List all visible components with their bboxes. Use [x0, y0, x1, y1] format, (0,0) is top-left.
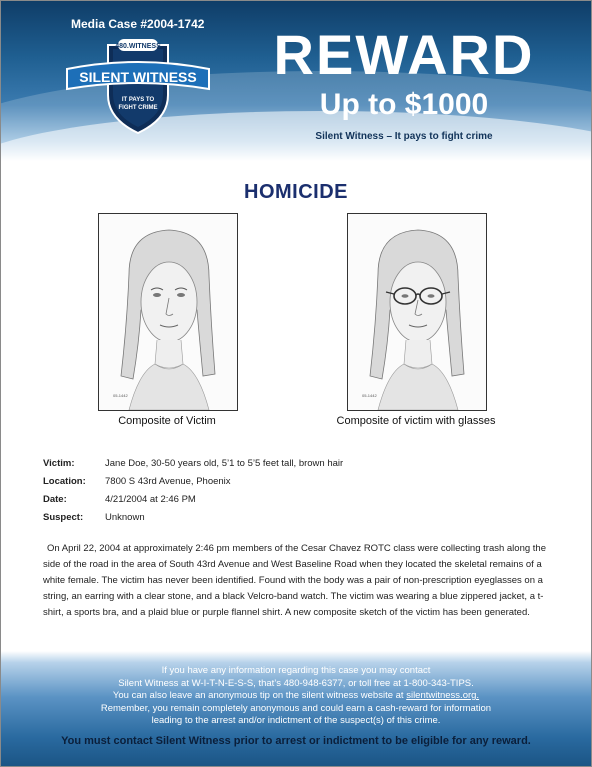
- detail-label: Suspect:: [43, 512, 84, 523]
- contact-text: You can also leave an anonymous tip on the silent witness website at: [112, 690, 407, 701]
- reward-eligibility-warning: You must contact Silent Witness prior to arrest or indictment to be eligible for any reward.: [61, 735, 531, 747]
- detail-label: Date:: [43, 494, 67, 505]
- svg-text:480.WITNESS: 480.WITNESS: [115, 43, 161, 50]
- case-details: [43, 455, 563, 527]
- detail-value: 7800 S 43rd Avenue, Phoenix: [105, 476, 231, 487]
- face-sketch-icon: [99, 214, 237, 410]
- svg-text:SILENT WITNESS: SILENT WITNESS: [79, 69, 197, 85]
- contact-line: [1, 690, 591, 703]
- header-banner: [1, 1, 591, 161]
- victim-composite-sketch: [98, 213, 238, 411]
- detail-row-date: [43, 491, 563, 509]
- sketch-id-mark: 05-1442: [362, 393, 377, 398]
- detail-value: Unknown: [105, 512, 145, 523]
- reward-amount: Up to $1000: [319, 88, 489, 121]
- detail-label: Location:: [43, 476, 86, 487]
- glasses-photo-caption: Composite of victim with glasses: [336, 415, 496, 427]
- contact-line: If you have any information regarding this case you may contact: [161, 665, 431, 676]
- silent-witness-shield-logo-icon: [63, 37, 213, 137]
- footer-banner: [1, 651, 591, 766]
- detail-label: Victim:: [43, 458, 75, 469]
- website-link[interactable]: silentwitness.org.: [406, 690, 480, 701]
- victim-composite-sketch-glasses: [347, 213, 487, 411]
- detail-row-victim: [43, 455, 563, 473]
- reward-heading: REWARD: [273, 23, 535, 86]
- victim-photo-caption: Composite of Victim: [118, 415, 216, 427]
- detail-value: Jane Doe, 30-50 years old, 5’1 to 5’5 feet tall, brown hair: [105, 458, 344, 469]
- detail-row-location: [43, 473, 563, 491]
- media-case-number: Media Case #2004-1742: [71, 17, 205, 31]
- contact-info: [1, 665, 591, 728]
- sketch-id-mark: 05-1442: [113, 393, 128, 398]
- detail-value: 4/21/2004 at 2:46 PM: [105, 494, 196, 505]
- tagline: Silent Witness – It pays to fight crime: [315, 131, 493, 142]
- case-narrative: On April 22, 2004 at approximately 2:46 pm members of the Cesar Chavez ROTC class were collecting trash along the side of the road in the area of South 43rd Avenue and West Baseline Road when they located the skeletal remains of a white female. The victim has never been identified. Found with the body was a pair of non-prescription eyeglasses on a string, an earring with a clear stone, and a black Velcro-band watch. The victim was wearing a blue zippered jacket, a t-shirt, a sports bra, and a plaid blue or purple flannel shirt. A new composite sketch of the victim has been generated.: [43, 543, 546, 618]
- contact-line: Remember, you remain completely anonymous and could earn a cash-reward for information: [100, 702, 492, 714]
- svg-text:IT PAYS TO: IT PAYS TO: [121, 97, 155, 103]
- contact-line: leading to the arrest and/or indictment of the suspect(s) of this crime.: [151, 715, 441, 726]
- crime-type-title: HOMICIDE: [244, 181, 348, 203]
- contact-line: Silent Witness at W-I-T-N-E-S-S, that’s 480-948-6377, or toll free at 1-800-343-TIPS.: [118, 677, 474, 689]
- detail-row-suspect: [43, 509, 563, 527]
- face-sketch-glasses-icon: [348, 214, 486, 410]
- svg-text:FIGHT CRIME: FIGHT CRIME: [118, 105, 158, 111]
